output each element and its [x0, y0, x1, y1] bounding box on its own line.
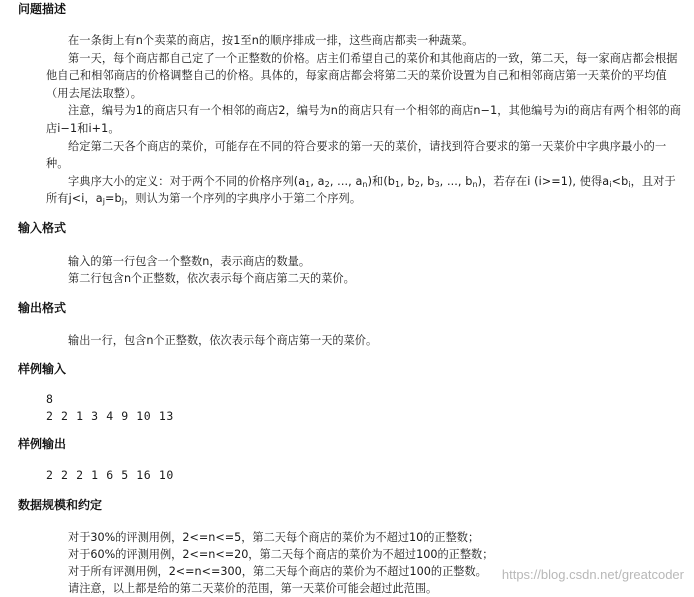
input-format-heading: 输入格式 [18, 221, 67, 235]
constraints-line-4: 请注意，以上都是给的第二天菜价的范围，第一天菜价可能会超过此范围。 [68, 582, 438, 595]
sample-input-line-2: 2 2 1 3 4 9 10 13 [46, 409, 174, 423]
constraints-line-2: 对于60%的评测用例，2<=n<=20，第二天每个商店的菜价为不超过100的正整数； [68, 548, 494, 561]
sample-output-heading: 样例输出 [18, 437, 67, 451]
output-format-heading: 输出格式 [18, 301, 67, 315]
problem-paragraph-4: 给定第二天各个商店的菜价，可能存在不同的符合要求的第一天的菜价，请找到符合要求的第一天菜价中字典序最小的一种。 [46, 139, 667, 171]
problem-paragraph-1: 在一条街上有n个卖菜的商店，按1至n的顺序排成一排，这些商店都卖一种蔬菜。 [68, 34, 474, 47]
input-format-line-1: 输入的第一行包含一个整数n，表示商店的数量。 [68, 255, 311, 268]
problem-paragraph-3: 注意，编号为1的商店只有一个相邻的商店2，编号为n的商店只有一个相邻的商店n−1，其他编号为i的商店有两个相邻的商店i−1和i+1。 [46, 104, 682, 135]
constraints-line-1: 对于30%的评测用例，2<=n<=5，第二天每个商店的菜价为不超过10的正整数； [68, 531, 480, 544]
problem-description-body [46, 32, 682, 208]
constraints-heading: 数据规模和约定 [18, 498, 103, 512]
input-format-line-2: 第二行包含n个正整数，依次表示每个商店第二天的菜价。 [68, 272, 355, 285]
problem-paragraph-5: 字典序大小的定义：对于两个不同的价格序列($a_1$, $a_2$, ..., $a_n$)和($b_1$, $b_2$, $b_3$, ..., $b_n$)，若存在i (i>=1), 使得$a_i<b_i$，且对于所有j<i，$a_j=b_j$，则认为第一个序列的字典序小于第二个序列。 [46, 174, 676, 207]
problem-paragraph-2: 第一天，每个商店都自己定了一个正整数的价格。店主们希望自己的菜价和其他商店的一致，第二天，每一家商店都会根据他自己和相邻商店的价格调整自己的价格。具体的，每家商店都会将第二天的菜价设置为自己和相邻商店第一天菜价的平均值（用去尾法取整）。 [46, 51, 678, 100]
constraints-line-3: 对于所有评测用例，2<=n<=300，第二天每个商店的菜价为不超过100的正整数。 [68, 565, 487, 578]
sample-input-line-1: 8 [46, 392, 54, 406]
sample-output-line-1: 2 2 2 1 6 5 16 10 [46, 468, 174, 482]
output-format-line-1: 输出一行，包含n个正整数，依次表示每个商店第一天的菜价。 [68, 334, 378, 347]
sample-input-heading: 样例输入 [18, 362, 67, 376]
watermark-url: https://blog.csdn.net/greatcoder [501, 567, 684, 582]
problem-description-heading: 问题描述 [18, 2, 67, 16]
